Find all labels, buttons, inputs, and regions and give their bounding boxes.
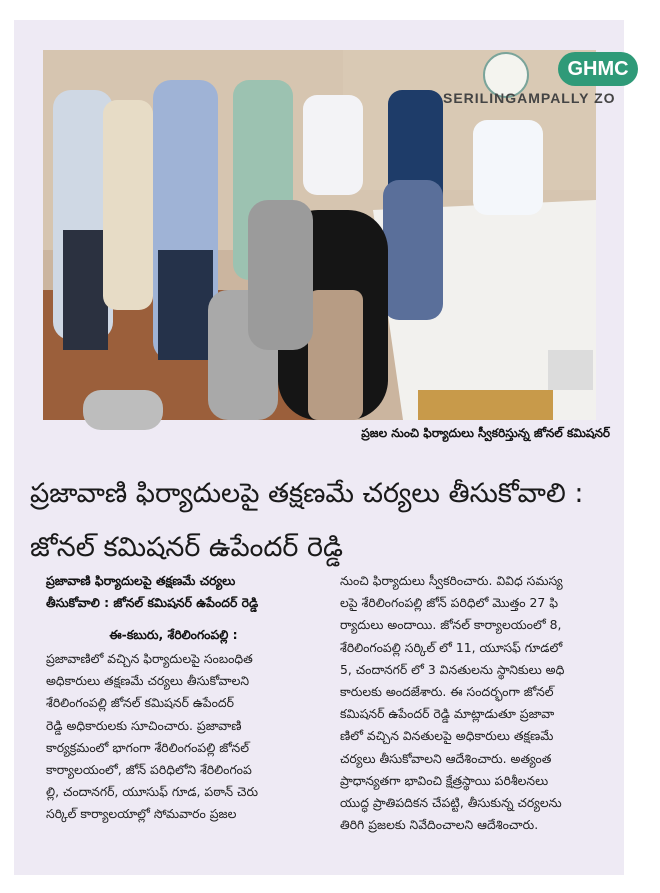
dateline: ఈ-కబురు, శేరిలింగంపల్లి : bbox=[109, 627, 238, 642]
article-column-right bbox=[340, 570, 618, 836]
body-line: కారులకు అందజేశారు. ఈ సందర్భంగా జోనల్ bbox=[340, 684, 554, 700]
body-line: శేరిలింగంపల్లి జోనల్ కమిషనర్ ఉపేందర్ bbox=[46, 695, 234, 711]
headline-line-1: ప్రజావాణి ఫిర్యాదులపై తక్షణమే చర్యలు తీసుకోవాలి : bbox=[30, 478, 584, 509]
photo-caption: ప్రజల నుంచి ఫిర్యాదులు స్వీకరిస్తున్న జోనల్ కమిషనర్ bbox=[361, 426, 610, 440]
body-line: ప్రాధాన్యతగా భావించి క్షేత్రస్థాయి పరిశీలనలు bbox=[340, 772, 549, 788]
body-line: సర్కిల్ కార్యాలయాల్లో సోమవారం ప్రజల bbox=[46, 806, 237, 822]
body-line: యుద్ధ ప్రాతిపదికన చేపట్టి, తీసుకున్న చర్యలను bbox=[340, 795, 562, 811]
article-column-left bbox=[46, 570, 301, 826]
headline-line-2: జోనల్ కమిషనర్ ఉపేందర్ రెడ్డి bbox=[30, 532, 344, 563]
body-line: కార్యక్రమంలో భాగంగా శేరిలింగంపల్లి జోనల్ bbox=[46, 739, 249, 755]
body-line: తిరిగి ప్రజలకు నివేదించాలని ఆదేశించారు. bbox=[340, 817, 539, 833]
body-line: కార్యాలయంలో, జోన్ పరిధిలోని శేరిలింగంప bbox=[46, 762, 252, 778]
subheading-line-1: ప్రజావాణి ఫిర్యాదులపై తక్షణమే చర్యలు bbox=[46, 573, 236, 588]
body-line: శేరిలింగంపల్లి సర్కిల్ లో 11, యూసఫ్ గూడలో bbox=[340, 639, 563, 655]
zone-sign-text: SERILINGAMPALLY ZO bbox=[443, 90, 616, 106]
subheading-line-2: తీసుకోవాలి : జోనల్ కమిషనర్ ఉపేందర్ రెడ్డి bbox=[46, 595, 259, 610]
body-line: 5, చందానగర్ లో 3 వినతులను స్థానికులు అధి bbox=[340, 661, 565, 677]
body-line: అధికారులు తక్షణమే చర్యలు తీసుకోవాలని bbox=[46, 673, 250, 689]
body-line: కమిషనర్ ఉపేందర్ రెడ్డి మాట్లాడుతూ ప్రజావా bbox=[340, 706, 555, 722]
ghmc-logo: GHMC bbox=[558, 52, 638, 86]
body-line: లపై శేరిలింగంపల్లి జోన్ పరిధిలో మొత్తం 27 ఫి bbox=[340, 595, 559, 611]
news-photo bbox=[43, 50, 629, 420]
body-line: ప్రజావాణిలో వచ్చిన ఫిర్యాదులపై సంబంధిత bbox=[46, 651, 253, 666]
body-line: చర్యలు తీసుకోవాలని ఆదేశించారు. అత్యంత bbox=[340, 750, 552, 766]
body-line: నుంచి ఫిర్యాదులు స్వీకరించారు. వివిధ సమస్య bbox=[340, 573, 563, 588]
body-line: ల్లి, చందానగర్, యూసుఫ్ గూడ, పఠాన్ చెరు bbox=[46, 784, 259, 800]
body-line: ర్యాదులు అందాయి. జోనల్ కార్యాలయంలో 8, bbox=[340, 617, 562, 633]
body-line: ణిలో వచ్చిన వినతులపై అధికారులు తక్షణమే bbox=[340, 728, 554, 744]
body-line: రెడ్డి అధికారులకు సూచించారు. ప్రజావాణి bbox=[46, 717, 242, 733]
